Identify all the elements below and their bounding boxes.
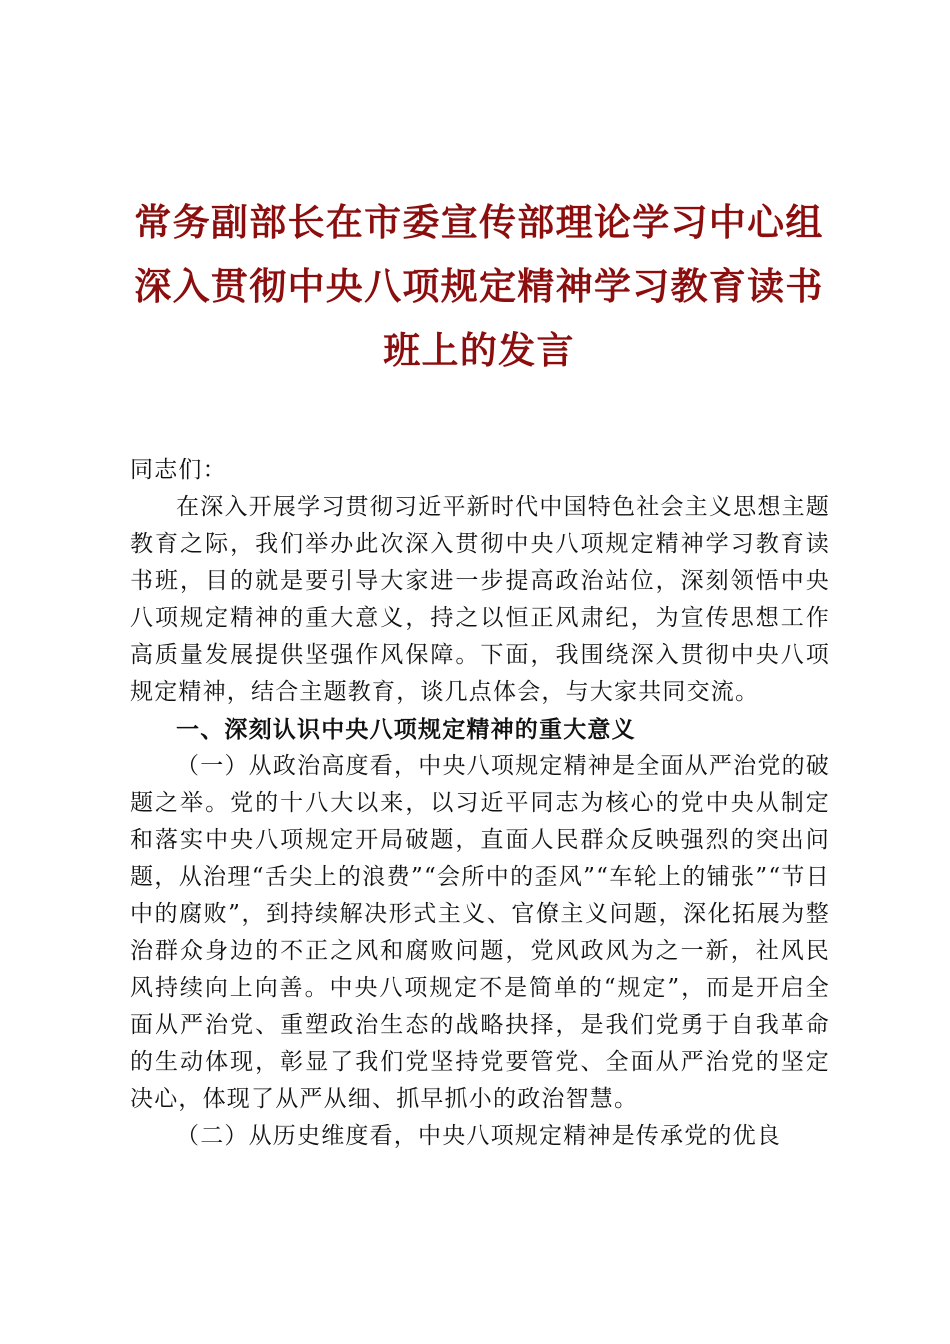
section1-paragraph-1: （一）从政治高度看，中央八项规定精神是全面从严治党的破题之举。党的十八大以来，以习近平同志为核心的党中央从制定和落实中央八项规定开局破题，直面人民群众反映强烈的突出问题，从治理“舌尖上的浪费”“会所中的歪风”“车轮上的铺张”“节日中的腐败”，到持续解决形式主义、官僚主义问题，深化拓展为整治群众身边的不正之风和腐败问题，党风政风为之一新，社风民风持续向上向善。中央八项规定不是简单的“规定”，而是开启全面从严治党、重塑政治生态的战略抉择，是我们党勇于自我革命的生动体现，彰显了我们党坚持党要管党、全面从严治党的坚定决心，体现了从严从细、抓早抓小的政治智慧。 — [130, 753, 830, 1112]
section-heading-1: 一、深刻认识中央八项规定精神的重大意义 — [176, 716, 636, 743]
document-title: 常务副部长在市委宣传部理论学习中心组深入贯彻中央八项规定精神学习教育读书班上的发言 — [134, 200, 824, 372]
intro-paragraph: 在深入开展学习贯彻习近平新时代中国特色社会主义思想主题教育之际，我们举办此次深入贯彻中央八项规定精神学习教育读书班，目的就是要引导大家进一步提高政治站位，深刻领悟中央八项规定精神的重大意义，持之以恒正风肃纪，为宣传思想工作高质量发展提供坚强作风保障。下面，我围绕深入贯彻中央八项规定精神，结合主题教育，谈几点体会，与大家共同交流。 — [130, 494, 830, 705]
document-body — [130, 452, 830, 1155]
salutation: 同志们： — [130, 457, 227, 483]
section1-paragraph-2: （二）从历史维度看，中央八项规定精神是传承党的优良 — [176, 1123, 781, 1149]
